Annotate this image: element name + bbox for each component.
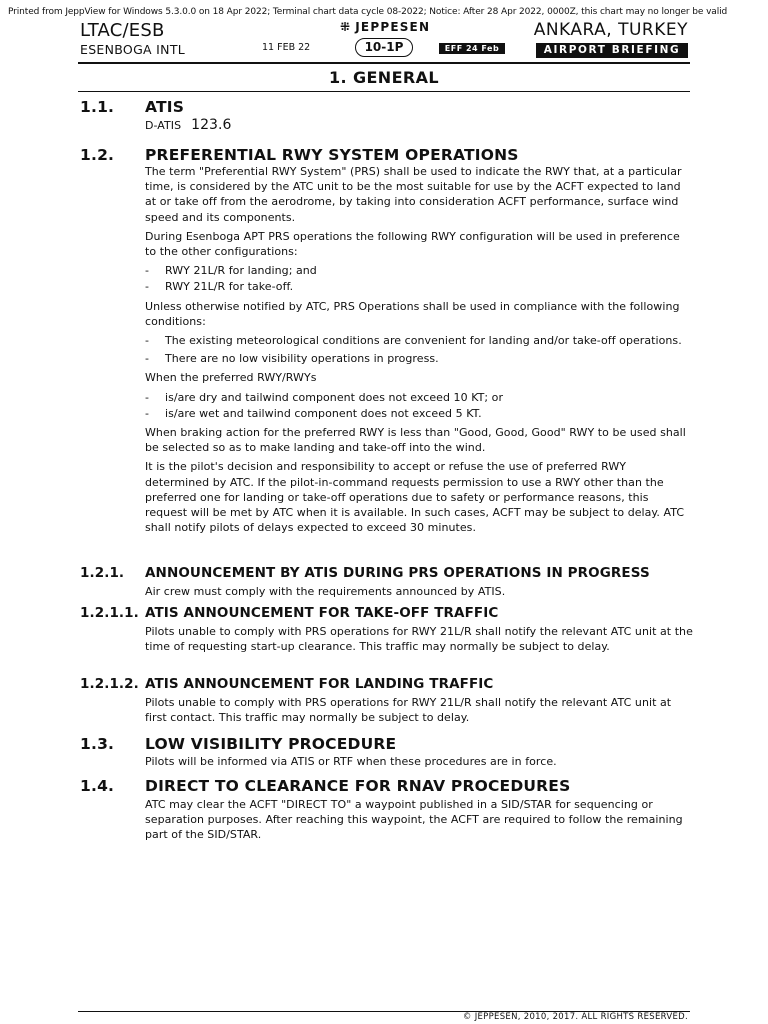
jeppesen-logo [340, 20, 430, 34]
chart-type-banner: AIRPORT BRIEFING [536, 43, 688, 58]
chart-index: 10-1P [355, 38, 413, 57]
paragraph: During Esenboga APT PRS operations the following RWY configuration will be used in preference to the other configurations: [145, 229, 680, 259]
section-heading: ATIS [145, 98, 185, 116]
list-item: - The existing meteorological conditions are convenient for landing and/or take-off operations. [145, 334, 682, 348]
list-item: - is/are wet and tailwind component does not exceed 5 KT. [145, 406, 482, 420]
section-heading: DIRECT TO CLEARANCE FOR RNAV PROCEDURES [145, 777, 571, 795]
section-number: 1.2.1.1. [80, 605, 139, 621]
print-notice: Printed from JeppView for Windows 5.3.0.0 on 18 Apr 2022; Terminal chart data cycle 08-2022; Notice: After 28 Apr 2022, 0000Z, this chart may no longer be valid [8, 7, 728, 17]
section-heading: LOW VISIBILITY PROCEDURE [145, 735, 397, 753]
section-body [145, 164, 693, 539]
paragraph: It is the pilot's decision and responsibility to accept or refuse the use of preferred RWY determined by ATC. If the pilot-in-command requests permission to use a RWY other than the preferred one for landing or take-off operations due to safety or performance reasons, this request will be met by ATC when it is available. In such cases, ACFT may be subject to delay. ATC shall notify pilots of delays expected to exceed 30 minutes. [145, 460, 685, 535]
paragraph: Unless otherwise notified by ATC, PRS Operations shall be used in compliance with the following conditions: [145, 299, 680, 328]
effective-box: EFF 24 Feb [439, 43, 505, 54]
paragraph: When the preferred RWY/RWYs [145, 371, 317, 385]
section-number: 1.3. [80, 735, 115, 753]
copyright-notice: © JEPPESEN, 2010, 2017. ALL RIGHTS RESERVED. [462, 1012, 688, 1022]
section-body: Pilots unable to comply with PRS operations for RWY 21L/R shall notify the relevant ATC unit at first contact. This traffic may normally be subject to delay. [145, 696, 672, 725]
title-divider [78, 91, 690, 92]
chart-date: 11 FEB 22 [262, 42, 311, 53]
section-number: 1.2.1. [80, 565, 125, 581]
list-item: - RWY 21L/R for landing; and [145, 264, 317, 278]
atis-frequency [145, 118, 693, 133]
paragraph: When braking action for the preferred RWY is less than "Good, Good, Good" RWY to be used shall be selected so as to make landing and take-off into the wind. [145, 426, 686, 455]
section-number: 1.2.1.2. [80, 676, 139, 692]
brand-name: JEPPESEN [355, 20, 431, 34]
airport-name: ESENBOGA INTL [80, 42, 186, 57]
section-number: 1.2. [80, 146, 115, 164]
section-number: 1.4. [80, 777, 115, 795]
list-item: - is/are dry and tailwind component does not exceed 10 KT; or [145, 390, 504, 404]
section-heading: PREFERENTIAL RWY SYSTEM OPERATIONS [145, 146, 519, 164]
header-divider [78, 62, 690, 64]
section-heading: ATIS ANNOUNCEMENT FOR TAKE-OFF TRAFFIC [145, 605, 499, 621]
section-title: 1. GENERAL [328, 68, 440, 87]
section-number: 1.1. [80, 98, 115, 116]
section-body: Air crew must comply with the requirements announced by ATIS. [145, 585, 506, 598]
airport-code: LTAC/ESB [80, 20, 165, 41]
jeppesen-mark-icon: ⁜ [340, 20, 352, 34]
list-item: - There are no low visibility operations in progress. [145, 352, 439, 366]
section-heading: ANNOUNCEMENT BY ATIS DURING PRS OPERATIONS IN PROGRESS [145, 565, 650, 581]
section-body: ATC may clear the ACFT "DIRECT TO" a waypoint published in a SID/STAR for sequencing or separation purposes. After reaching this waypoint, the ACFT are required to follow the remaining part of the SID/STAR. [145, 798, 683, 842]
section-body: Pilots will be informed via ATIS or RTF when these procedures are in force. [145, 755, 557, 768]
city-name: ANKARA, TURKEY [533, 20, 688, 40]
list-item: - RWY 21L/R for take-off. [145, 280, 294, 294]
atis-label: D-ATIS [145, 119, 182, 132]
atis-freq-value: 123.6 [191, 117, 232, 133]
section-heading: ATIS ANNOUNCEMENT FOR LANDING TRAFFIC [145, 676, 494, 692]
section-body: Pilots unable to comply with PRS operations for RWY 21L/R shall notify the relevant ATC unit at the time of requesting start-up clearance. This traffic may normally be subject to delay. [145, 625, 693, 654]
paragraph: The term "Preferential RWY System" (PRS) shall be used to indicate the RWY that, at a particular time, is considered by the ATC unit to be the most suitable for use by the ACFT expected to land at or take off from the aerodrome, by taking into consideration ACFT performance, surface wind speed and its components. [145, 165, 682, 224]
